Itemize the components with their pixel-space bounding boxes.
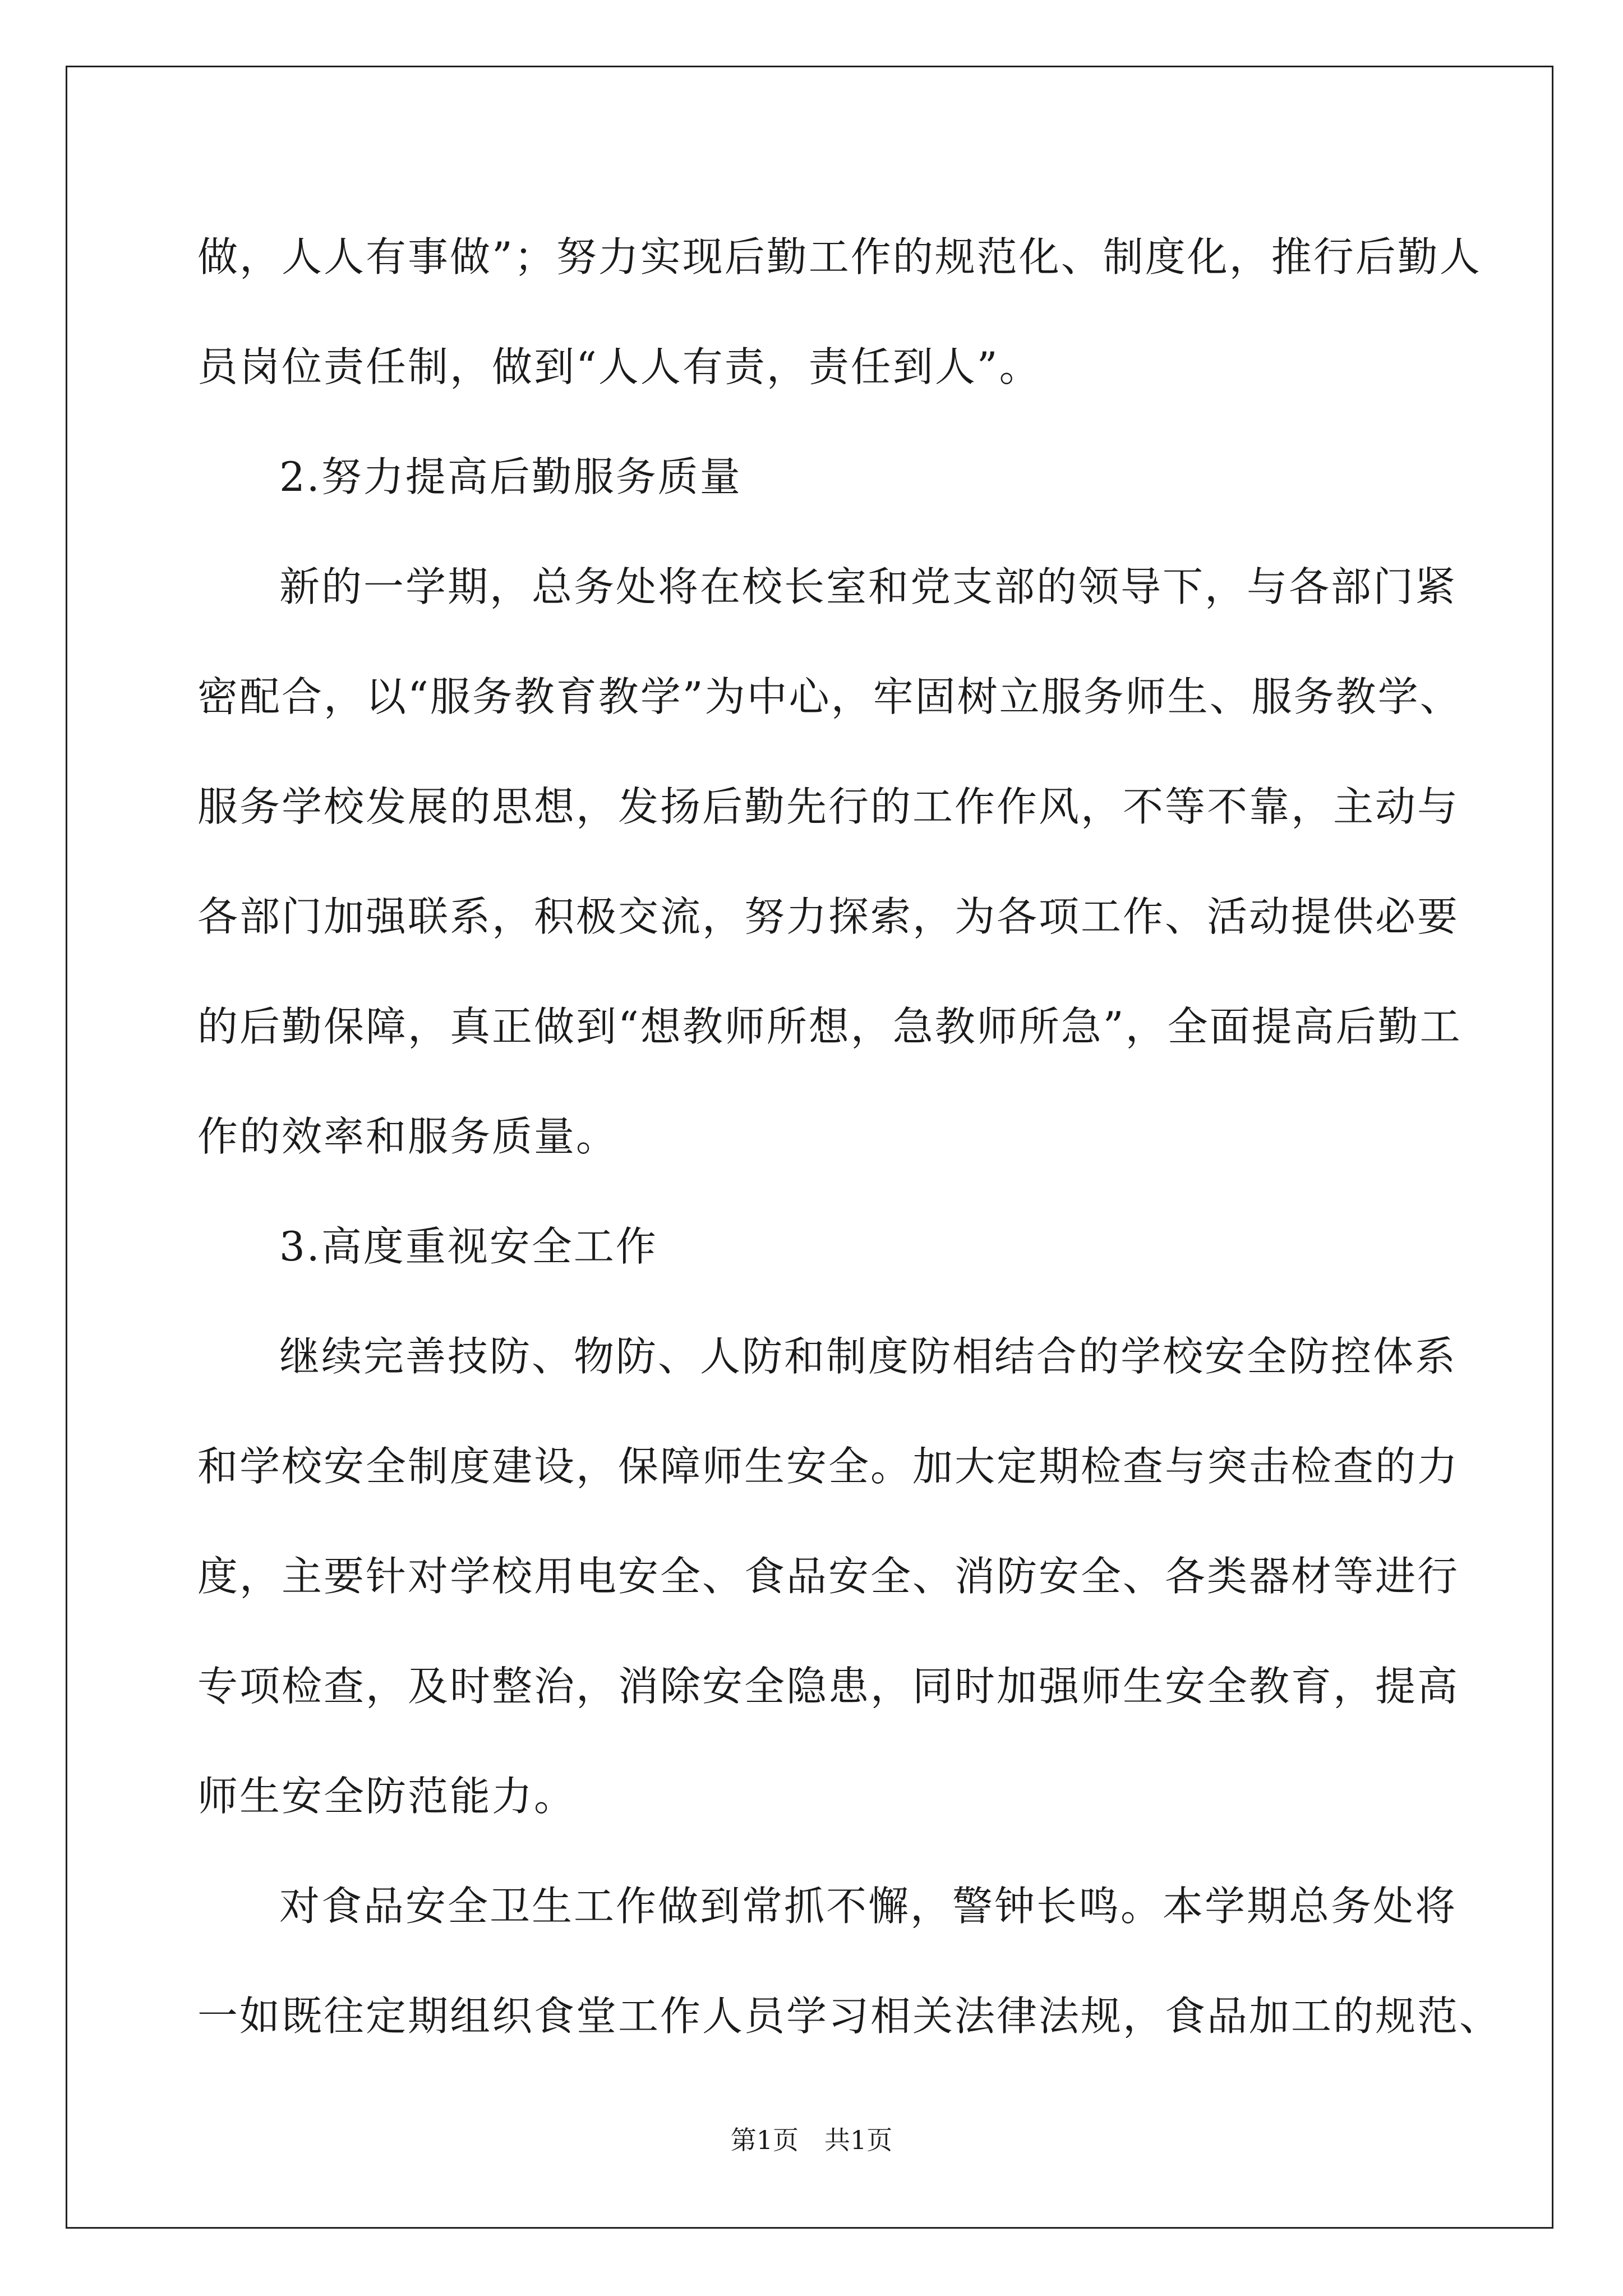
text-line: 一如既往定期组织食堂工作人员学习相关法律法规，食品加工的规范、 [197, 1993, 1502, 2040]
text-line: 专项检查，及时整治，消除安全隐患，同时加强师生安全教育，提高 [197, 1663, 1460, 1710]
text-line: 员岗位责任制，做到“人人有责，责任到人”。 [197, 343, 1041, 390]
section-heading: 3.高度重视安全工作 [279, 1223, 658, 1270]
text-line: 密配合，以“服务教育教学”为中心，牢固树立服务师生、服务教学、 [197, 673, 1462, 720]
text-line: 和学校安全制度建设，保障师生安全。加大定期检查与突击检查的力 [197, 1443, 1460, 1490]
text-line: 做，人人有事做”；努力实现后勤工作的规范化、制度化，推行后勤人 [197, 233, 1482, 280]
text-line: 各部门加强联系，积极交流，努力探索，为各项工作、活动提供必要 [197, 893, 1460, 940]
text-line: 师生安全防范能力。 [197, 1773, 577, 1820]
text-line: 对食品安全卫生工作做到常抓不懈，警钟长鸣。本学期总务处将 [279, 1883, 1458, 1930]
text-line: 作的效率和服务质量。 [197, 1113, 619, 1160]
section-heading: 2.努力提高后勤服务质量 [279, 453, 742, 500]
text-line: 的后勤保障，真正做到“想教师所想，急教师所急”，全面提高后勤工 [197, 1003, 1462, 1050]
document-body [197, 202, 1502, 2071]
page-number-footer: 第1页 共1页 [730, 2125, 893, 2155]
text-line: 度，主要针对学校用电安全、食品安全、消防安全、各类器材等进行 [197, 1553, 1460, 1600]
text-line: 服务学校发展的思想，发扬后勤先行的工作作风，不等不靠，主动与 [197, 783, 1460, 830]
text-line: 新的一学期，总务处将在校长室和党支部的领导下，与各部门紧 [279, 563, 1458, 610]
text-line: 继续完善技防、物防、人防和制度防相结合的学校安全防控体系 [279, 1333, 1458, 1380]
